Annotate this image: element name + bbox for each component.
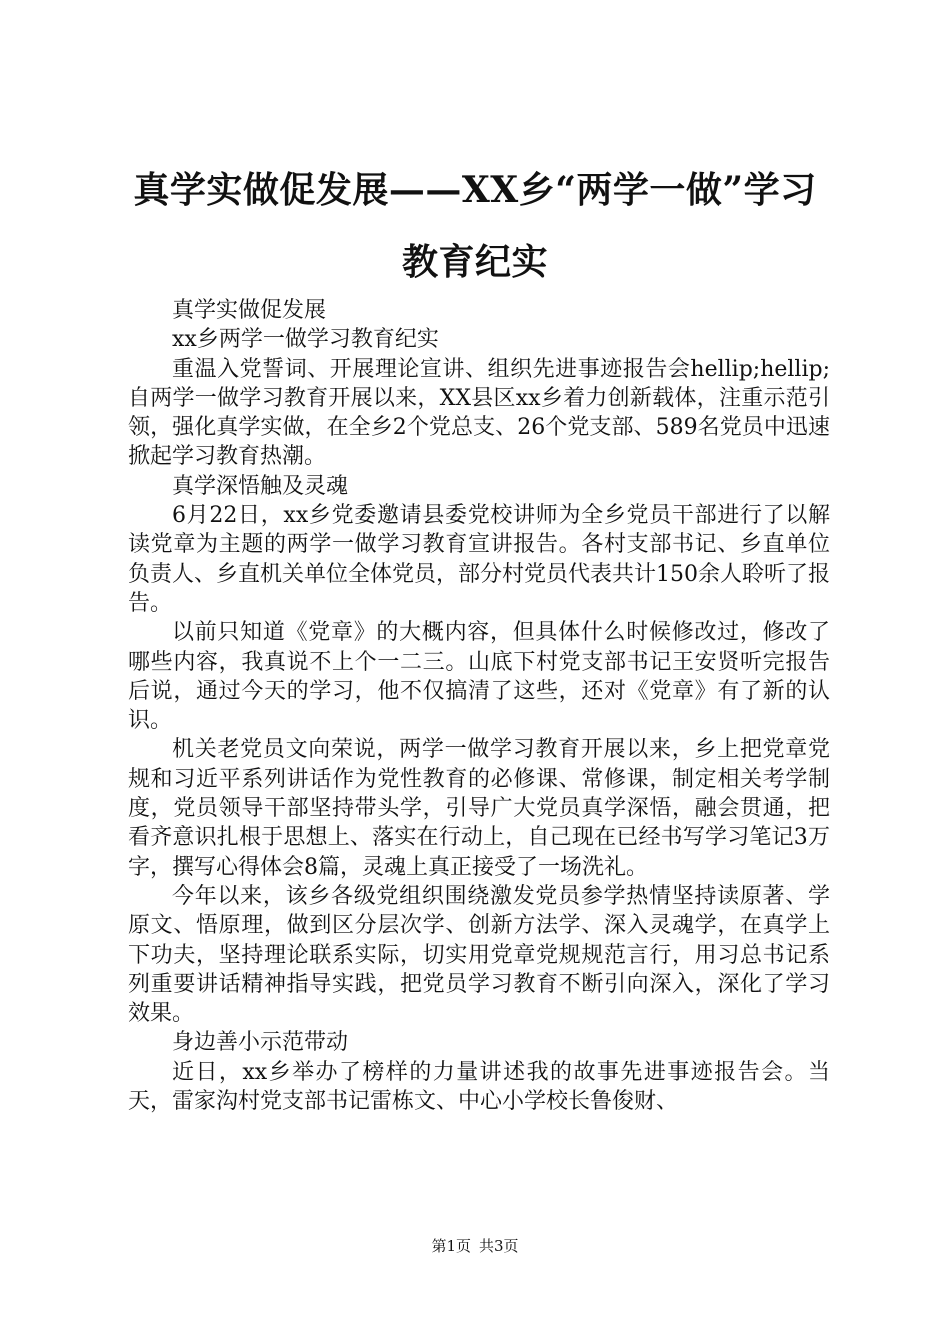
document-title: [110, 154, 840, 298]
page-number: 第1页: [431, 1237, 471, 1255]
intro-paragraph: 重温入党誓词、开展理论宣讲、组织先进事迹报告会hellip;hellip;自两学一做学习教育开展以来，XX县区xx乡着力创新载体，注重示范引领，强化真学实做，在全乡2个党总支、26个党支部、589名党员中迅速掀起学习教育热潮。: [128, 356, 830, 470]
document-body: [128, 296, 830, 1116]
section-heading: 身边善小示范带动: [172, 1030, 349, 1056]
body-paragraph: 机关老党员文向荣说，两学一做学习教育开展以来，乡上把党章党规和习近平系列讲话作为党性教育的必修课、常修课，制定相关考学制度，党员领导干部坚持带头学，引导广大党员真学深悟，融会贯通，把看齐意识扎根于思想上、落实在行动上，自己现在已经书写学习笔记3万字，撰写心得体会8篇，灵魂上真正接受了一场洗礼。: [128, 737, 830, 880]
body-paragraph: 近日，xx乡举办了榜样的力量讲述我的故事先进事迹报告会。当天，雷家沟村党支部书记雷栋文、中心小学校长鲁俊财、: [128, 1059, 830, 1115]
body-paragraph: 6月22日，xx乡党委邀请县委党校讲师为全乡党员干部进行了以解读党章为主题的两学一做学习教育宣讲报告。各村支部书记、乡直单位负责人、乡直机关单位全体党员，部分村党员代表共计150余人聆听了报告。: [128, 503, 830, 616]
page-footer: [0, 1236, 950, 1256]
body-paragraph: 以前只知道《党章》的大概内容，但具体什么时候修改过，修改了哪些内容，我真说不上个一二三。山底下村党支部书记王安贤听完报告后说，通过今天的学习，他不仅搞清了这些，还对《党章》有了新的认识。: [128, 620, 830, 734]
title-line-1: 真学实做促发展——XX乡“两学一做”学习: [133, 169, 817, 211]
subtitle-heading: 真学实做促发展: [172, 298, 327, 323]
page-total: 共3页: [479, 1237, 519, 1255]
section-heading: 真学深悟触及灵魂: [172, 473, 349, 499]
title-line-2: 教育纪实: [401, 241, 548, 283]
subtitle-line: xx乡两学一做学习教育纪实: [172, 327, 439, 353]
body-paragraph: 今年以来，该乡各级党组织围绕激发党员参学热情坚持读原著、学原文、悟原理，做到区分层次学、创新方法学、深入灵魂学，在真学上下功夫，坚持理论联系实际，切实用党章党规规范言行，用习总书记系列重要讲话精神指导实践，把党员学习教育不断引向深入，深化了学习效果。: [128, 883, 830, 1027]
